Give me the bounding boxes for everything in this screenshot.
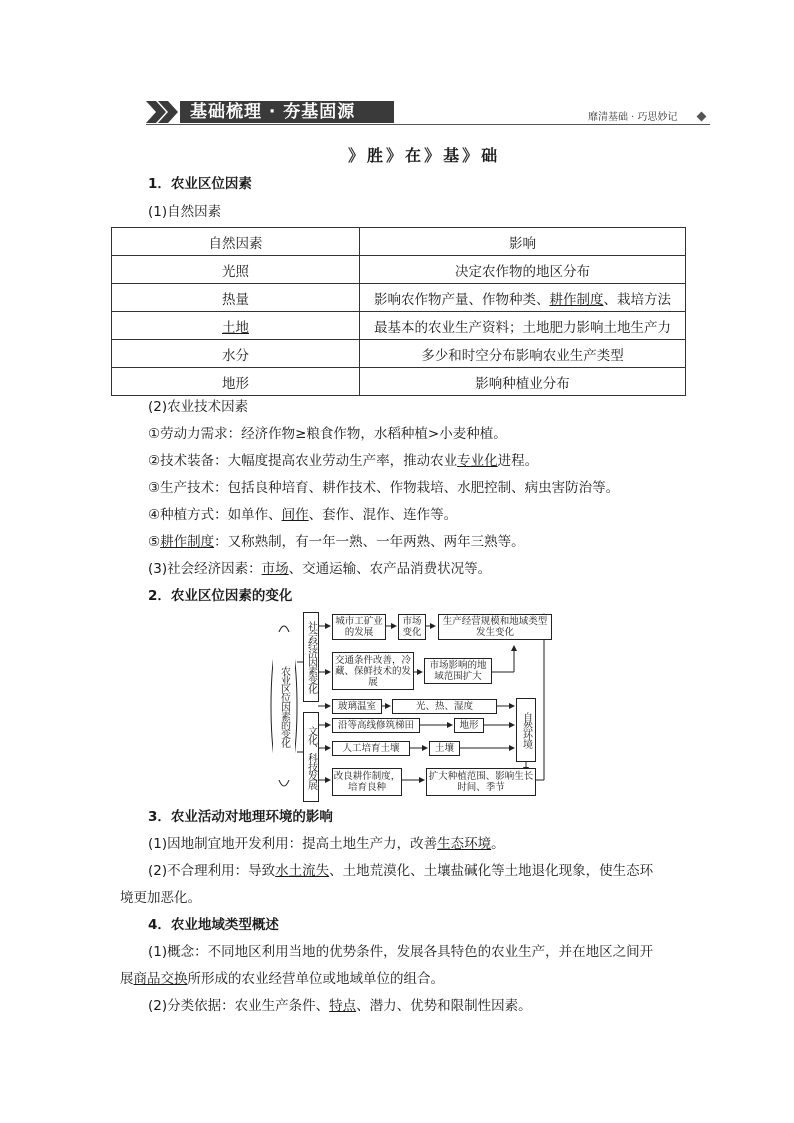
underlined-term: 商品交换 xyxy=(133,971,188,987)
diagram-node: 玻璃温室 xyxy=(332,699,382,714)
text-span: 、交通运输、农产品消费状况等。 xyxy=(288,561,492,577)
paragraph-line xyxy=(148,862,653,880)
table-cell: 水分 xyxy=(112,340,360,368)
underlined-term: 生态环境 xyxy=(437,836,492,852)
underlined-term: 耕作制度 xyxy=(160,534,215,550)
underlined-term: 特点 xyxy=(329,998,357,1014)
subsection-title: (1)自然因素 xyxy=(148,204,222,220)
diagram-node: 地形 xyxy=(454,718,484,733)
chevron-right-icon: 》 xyxy=(424,145,441,165)
table-row xyxy=(112,256,686,284)
sub-banner-char: 基 xyxy=(443,145,460,165)
table-row xyxy=(112,284,686,312)
text-span: ④种植方式：如单作、 xyxy=(148,507,282,523)
table-cell: 决定农作物的地区分布 xyxy=(360,256,686,284)
table-row xyxy=(112,312,686,340)
diagram-node: 光、热、湿度 xyxy=(392,699,497,714)
table-cell: 最基本的农业生产资料；土地肥力影响土地生产力 xyxy=(360,312,686,340)
table-cell xyxy=(112,312,360,340)
diagram-node: 城市工矿业的发展 xyxy=(332,614,386,640)
paragraph-line xyxy=(148,835,505,853)
paragraph-line xyxy=(148,506,457,524)
table-row xyxy=(112,340,686,368)
chevron-right-icon: 》 xyxy=(386,145,403,165)
chevron-right-icon: 》 xyxy=(462,145,479,165)
underlined-term: 专业化 xyxy=(457,453,498,469)
table-cell: 光照 xyxy=(112,256,360,284)
text-span: ⑤ xyxy=(148,534,161,550)
sub-banner-char: 础 xyxy=(481,145,498,165)
paragraph-line: 境更加恶化。 xyxy=(120,890,201,906)
diagram-node: 沿等高线修筑梯田 xyxy=(332,718,420,733)
paragraph-line xyxy=(148,533,525,551)
diagram-node: 市场变化 xyxy=(398,614,426,640)
section-title: 3．农业活动对地理环境的影响 xyxy=(148,809,333,825)
diagram-root-label: 农业区位因素的变化 xyxy=(273,632,295,780)
table-cell: 地形 xyxy=(112,368,360,396)
table-cell: 影响种植业分布 xyxy=(360,368,686,396)
section-title: 2．农业区位因素的变化 xyxy=(148,588,293,604)
table-cell: 影响农作物产量、作物种类、耕作制度、栽培方法 xyxy=(360,284,686,312)
text-span: ：又称熟制，有一年一熟、一年两熟、两年三熟等。 xyxy=(214,534,525,550)
header-right-slogan: 靡清基础 · 巧思妙记 xyxy=(588,112,678,123)
table-row xyxy=(112,368,686,396)
paragraph-line: (1)概念：不同地区利用当地的优势条件，发展各具特色的农业生产，并在地区之间开 xyxy=(148,944,654,960)
underlined-term: 水土流失 xyxy=(275,863,330,879)
table-cell: 热量 xyxy=(112,284,360,312)
diagram-node: 改良耕作制度，培育良种 xyxy=(332,768,402,796)
sub-banner-char: 胜 xyxy=(367,145,384,165)
section-title: 4．农业地域类型概述 xyxy=(148,917,279,933)
section-title: 1．农业区位因素 xyxy=(148,176,252,192)
natural-factors-table xyxy=(111,227,686,396)
diagram-node: 市场影响的地域范围扩大 xyxy=(424,658,492,684)
paragraph-line xyxy=(120,970,444,988)
text-span: (1)因地制宜地开发利用：提高土地生产力，改善 xyxy=(148,836,438,852)
diagram-node-nature: 自然环境 xyxy=(516,698,536,762)
text-span: (3)社会经济因素： xyxy=(148,561,262,577)
table-cell: 多少和时空分布影响农业生产类型 xyxy=(360,340,686,368)
text-span: 。 xyxy=(491,836,505,852)
underlined-term: 耕作制度 xyxy=(549,291,604,308)
text-span: (2)不合理利用：导致 xyxy=(148,863,276,879)
double-chevron-icon xyxy=(146,101,180,123)
section-banner-title: 基础梳理 · 夯基固源 xyxy=(180,101,394,123)
diagram-node: 土壤 xyxy=(429,741,460,756)
table-header-cell: 自然因素 xyxy=(112,228,360,256)
paragraph-line xyxy=(148,452,538,470)
table-header-row xyxy=(112,228,686,256)
text-span: 、潜力、优势和限制性因素。 xyxy=(356,998,532,1014)
sub-banner xyxy=(348,142,500,166)
text-span: 进程。 xyxy=(497,453,539,469)
text-span: (2)分类依据：农业生产条件、 xyxy=(148,998,330,1014)
text-span: ②技术装备：大幅度提高农业劳动生产率，推动农业 xyxy=(148,453,458,469)
sub-banner-char: 在 xyxy=(405,145,422,165)
subsection-title: (2)农业技术因素 xyxy=(148,399,249,415)
diagram-node: 交通条件改善，冷藏、保鲜技术的发展 xyxy=(332,652,414,690)
text-span: 展 xyxy=(120,971,134,987)
diagram-branch-tech: 文化、科技发展 xyxy=(303,712,319,802)
underlined-term: 土地 xyxy=(222,319,249,336)
underlined-term: 间作 xyxy=(281,507,309,523)
chevron-right-icon: 》 xyxy=(348,145,365,165)
text-span: 所形成的农业经营单位或地域单位的组合。 xyxy=(187,971,444,987)
paragraph-line xyxy=(148,560,491,578)
diagram-branch-social: 社会经济因素变化 xyxy=(303,612,319,702)
diagram-node: 生产经营规模和地域类型发生变化 xyxy=(438,614,552,640)
paragraph-line xyxy=(148,997,532,1015)
diagram-node: 扩大种植范围、影响生长时间、季节 xyxy=(426,768,536,796)
table-header-cell: 影响 xyxy=(360,228,686,256)
text-span: 、土地荒漠化、土壤盐碱化等土地退化现象，使生态环 xyxy=(329,863,654,879)
underlined-term: 市场 xyxy=(261,561,289,577)
paragraph-line: ①劳动力需求：经济作物≥粮食作物，水稻种植>小麦种植。 xyxy=(148,426,507,442)
factor-change-diagram xyxy=(270,612,560,800)
diagram-node: 人工培育土壤 xyxy=(332,741,410,756)
text-span: 、套作、混作、连作等。 xyxy=(308,507,458,523)
paragraph-line: ③生产技术：包括良种培育、耕作技术、作物栽培、水肥控制、病虫害防治等。 xyxy=(148,480,620,496)
